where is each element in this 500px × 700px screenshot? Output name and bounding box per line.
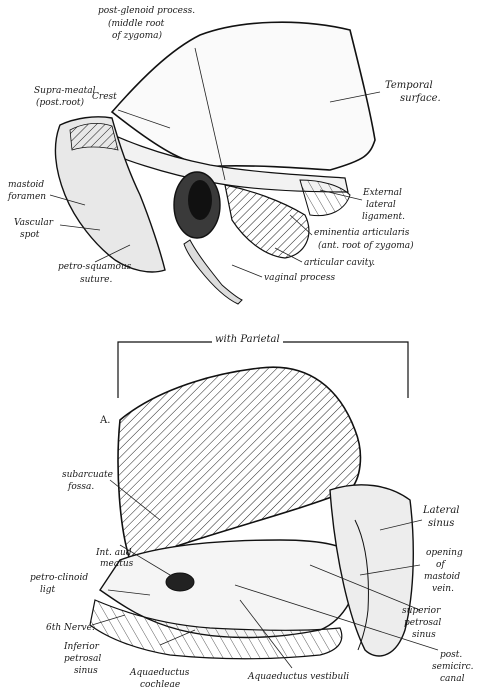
label-lateral: lateral (366, 200, 396, 210)
label-with-parietal: with Parietal (212, 335, 283, 345)
label-crest: Crest (92, 92, 117, 102)
inner-squama-hatched (118, 367, 360, 560)
label-mastoid: mastoid (8, 180, 45, 190)
label-superior: superior (402, 606, 441, 616)
label-middle-root: (middle root (108, 19, 165, 29)
label-petrosal: petrosal (64, 654, 102, 664)
temporal-squama (112, 22, 375, 170)
label-inferior: Inferior (64, 642, 99, 652)
label-supra-meatal: Supra-meatal (34, 86, 96, 96)
label-foramen: foramen (8, 192, 47, 202)
label-fossa: fossa. (68, 482, 95, 492)
label-ant-root: (ant. root of zygoma) (318, 241, 414, 251)
label-canal: canal (440, 674, 465, 684)
label-post: post. (440, 650, 463, 660)
label-of: of (436, 560, 445, 570)
label-vein: vein. (432, 584, 454, 594)
articular-cavity (225, 185, 309, 258)
label-opening: opening (426, 548, 463, 558)
internal-auditory-meatus (166, 573, 194, 591)
label-petro-clinoid: petro-clinoid (30, 573, 89, 583)
label-mastoid-vein: mastoid (424, 572, 461, 582)
label-suture: suture. (80, 275, 113, 285)
mastoid-hatching (70, 123, 118, 150)
vaginal-process (184, 240, 242, 304)
label-int-aud: Int. aud. (96, 548, 135, 558)
label-lateral-sinus-2: sinus (428, 518, 455, 529)
label-post-root: (post.root) (36, 98, 85, 108)
label-post-glenoid-process: post-glenoid process. (98, 6, 196, 16)
label-external: External (363, 188, 402, 198)
lateral-sinus-region (330, 485, 413, 656)
label-articular-cavity: articular cavity. (304, 258, 376, 268)
label-petrosal-superior: petrosal (404, 618, 442, 628)
label-cochleae: cochleae (140, 680, 181, 690)
label-sinus-inferior: sinus (74, 666, 98, 676)
meatus-inner (188, 180, 212, 220)
label-vaginal-process: vaginal process (264, 273, 336, 283)
label-of-zygoma: of zygoma) (112, 31, 163, 41)
label-surface: surface. (400, 93, 441, 104)
label-eminentia: eminentia articularis (314, 228, 410, 238)
label-ligt: ligt (40, 585, 56, 595)
label-petro-squamous: petro-squamous (58, 262, 132, 272)
label-spot: spot (20, 230, 40, 240)
label-temporal: Temporal (385, 80, 433, 91)
label-lateral-sinus: Lateral (423, 505, 460, 516)
label-sinus-superior: sinus (412, 630, 436, 640)
label-a: A. (100, 415, 111, 426)
label-meatus: meatus (100, 559, 134, 569)
label-aq-cochleae: Aquaeductus (130, 668, 190, 678)
label-aq-vestibuli: Aquaeductus vestibuli (248, 672, 350, 682)
label-semicirc: semicirc. (432, 662, 474, 672)
label-ligament: ligament. (362, 212, 406, 222)
label-sixth-nerve: 6th Nerve. (46, 623, 95, 633)
label-vascular: Vascular (14, 218, 54, 228)
label-subarcuate: subarcuate (62, 470, 113, 480)
